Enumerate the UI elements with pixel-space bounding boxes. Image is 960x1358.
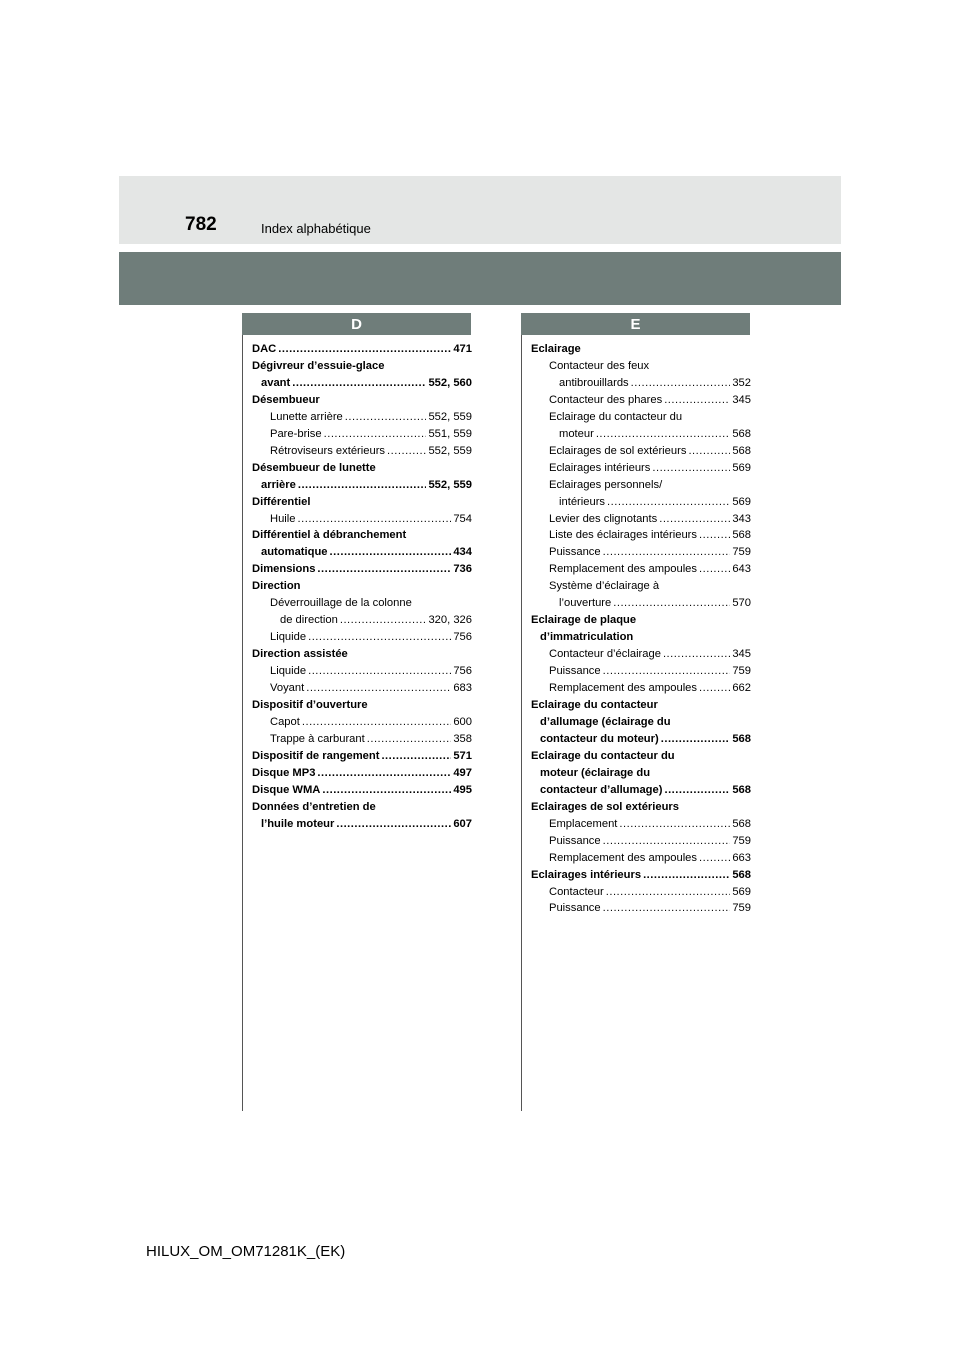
entry-page-ref: 569: [732, 885, 751, 898]
entry-page-ref: 552, 560: [428, 376, 472, 389]
dot-leader: [317, 765, 451, 782]
dot-leader: [603, 900, 731, 917]
dot-leader: [308, 663, 451, 680]
dot-leader: [308, 629, 451, 646]
index-entry: Dispositif d’ouverture: [252, 699, 368, 712]
index-entry: Dégivreur d’essuie-glace: [252, 359, 385, 372]
header-dark-band: [119, 252, 841, 305]
header-band: [119, 176, 841, 244]
dot-leader: [317, 561, 451, 578]
dot-leader: [278, 341, 451, 358]
entry-page-ref: 663: [732, 851, 751, 864]
dot-leader: [298, 511, 452, 528]
index-entry: d’allumage (éclairage du: [540, 715, 671, 728]
page-number: 782: [185, 214, 217, 235]
dot-leader: [603, 544, 731, 561]
entry-term: Dispositif de rangement: [252, 749, 380, 762]
index-entry: [531, 646, 751, 663]
dot-leader: [381, 748, 451, 765]
dot-leader: [699, 680, 730, 697]
entry-page-ref: 759: [732, 546, 751, 559]
entry-page-ref: 759: [732, 665, 751, 678]
entry-page-ref: 497: [453, 766, 472, 779]
entry-page-ref: 345: [732, 648, 751, 661]
index-entry: Différentiel: [252, 495, 311, 508]
entry-term: de direction: [280, 614, 338, 627]
entry-page-ref: 756: [453, 631, 472, 644]
entry-term: Lunette arrière: [270, 410, 343, 423]
dot-leader: [643, 867, 730, 884]
entry-term: Dimensions: [252, 563, 316, 576]
entry-page-ref: 569: [732, 495, 751, 508]
entry-term: Puissance: [549, 834, 601, 847]
entry-term: DAC: [252, 343, 277, 355]
dot-leader: [330, 544, 452, 561]
entry-term: Rétroviseurs extérieurs: [270, 444, 386, 457]
dot-leader: [688, 443, 730, 460]
index-entry: [252, 765, 472, 782]
index-entry: [252, 612, 472, 629]
dot-leader: [345, 409, 427, 426]
entry-term: Puissance: [549, 546, 601, 559]
index-entry: [252, 544, 472, 561]
entry-term: Liquide: [270, 631, 307, 644]
dot-leader: [367, 731, 452, 748]
index-entry: [252, 561, 472, 578]
entry-term: Liste des éclairages intérieurs: [549, 529, 697, 542]
entry-page-ref: 662: [732, 682, 751, 695]
index-column-d: [252, 341, 472, 833]
entry-page-ref: 568: [732, 444, 751, 457]
index-entry: [531, 561, 751, 578]
dot-leader: [613, 595, 730, 612]
index-entry: [531, 527, 751, 544]
entry-page-ref: 568: [732, 817, 751, 830]
entry-term: automatique: [261, 546, 328, 559]
dot-leader: [631, 375, 731, 392]
entry-page-ref: 759: [732, 902, 751, 915]
index-entry: [531, 900, 751, 917]
index-entry: [531, 443, 751, 460]
entry-term: Huile: [270, 512, 296, 525]
entry-term: Trappe à carburant: [270, 732, 365, 745]
column-heading-d: D: [242, 313, 471, 335]
entry-term: Contacteur d’éclairage: [549, 648, 661, 661]
entry-term: Voyant: [270, 682, 305, 695]
entry-page-ref: 571: [453, 749, 472, 762]
dot-leader: [387, 443, 426, 460]
index-entry: [252, 748, 472, 765]
dot-leader: [664, 392, 730, 409]
index-entry: Différentiel à débranchement: [252, 529, 407, 542]
dot-leader: [652, 460, 730, 477]
dot-leader: [603, 833, 731, 850]
entry-term: contacteur du moteur): [540, 732, 659, 745]
entry-term: Emplacement: [549, 817, 618, 830]
index-entry: [252, 426, 472, 443]
index-entry: [531, 867, 751, 884]
dot-leader: [298, 477, 427, 494]
entry-term: l’ouverture: [559, 597, 612, 610]
entry-term: Puissance: [549, 902, 601, 915]
entry-page-ref: 759: [732, 834, 751, 847]
index-entry: [531, 850, 751, 867]
index-entry: [252, 341, 472, 358]
entry-term: Pare-brise: [270, 427, 322, 440]
entry-term: contacteur d’allumage): [540, 783, 663, 796]
entry-term: Disque MP3: [252, 766, 316, 779]
index-entry: [252, 629, 472, 646]
index-entry: Eclairages personnels/: [549, 478, 663, 491]
entry-term: antibrouillards: [559, 376, 629, 389]
entry-page-ref: 471: [453, 343, 472, 355]
index-entry: [252, 477, 472, 494]
entry-term: Remplacement des ampoules: [549, 563, 697, 576]
entry-page-ref: 570: [732, 597, 751, 610]
entry-page-ref: 495: [453, 783, 472, 796]
index-entry: [531, 375, 751, 392]
index-entry: [531, 833, 751, 850]
entry-term: Eclairages intérieurs: [549, 461, 651, 474]
index-entry: [252, 680, 472, 697]
entry-term: l’huile moteur: [261, 817, 335, 830]
entry-term: Eclairages intérieurs: [531, 868, 642, 881]
index-entry: Désembueur de lunette: [252, 461, 376, 474]
column-divider-e: [521, 335, 522, 1111]
entry-term: Capot: [270, 715, 300, 728]
entry-term: Remplacement des ampoules: [549, 851, 697, 864]
entry-page-ref: 643: [732, 563, 751, 576]
entry-term: Levier des clignotants: [549, 512, 658, 525]
index-entry: Données d’entretien de: [252, 800, 376, 813]
index-entry: Direction: [252, 580, 301, 593]
column-heading-e: E: [521, 313, 750, 335]
index-entry: Eclairage du contacteur du: [531, 749, 675, 762]
entry-term: avant: [261, 376, 291, 389]
dot-leader: [324, 426, 427, 443]
dot-leader: [603, 663, 731, 680]
index-entry: [252, 731, 472, 748]
index-entry: [531, 460, 751, 477]
entry-term: intérieurs: [559, 495, 606, 508]
dot-leader: [340, 612, 427, 629]
index-entry: Direction assistée: [252, 648, 348, 661]
index-entry: [531, 392, 751, 409]
dot-leader: [699, 561, 730, 578]
dot-leader: [596, 426, 731, 443]
dot-leader: [607, 494, 730, 511]
dot-leader: [302, 714, 451, 731]
entry-page-ref: 552, 559: [428, 410, 472, 423]
index-entry: [252, 714, 472, 731]
entry-term: Eclairages de sol extérieurs: [549, 444, 687, 457]
index-entry: [252, 663, 472, 680]
dot-leader: [659, 511, 730, 528]
document-code: HILUX_OM_OM71281K_(EK): [146, 1243, 346, 1260]
entry-page-ref: 352: [732, 376, 751, 389]
index-entry: [252, 409, 472, 426]
entry-page-ref: 736: [453, 563, 472, 576]
index-entry: [531, 884, 751, 901]
index-entry: Eclairages de sol extérieurs: [531, 800, 680, 813]
index-entry: [531, 494, 751, 511]
entry-page-ref: 568: [732, 732, 751, 745]
index-entry: [252, 782, 472, 799]
entry-term: Contacteur des phares: [549, 393, 663, 406]
index-entry: Eclairage de plaque: [531, 614, 637, 627]
index-column-e: [531, 341, 751, 917]
index-entry: Déverrouillage de la colonne: [270, 597, 412, 610]
index-entry: [531, 731, 751, 748]
entry-page-ref: 552, 559: [428, 444, 472, 457]
index-entry: [252, 443, 472, 460]
index-entry: Système d’éclairage à: [549, 580, 660, 593]
entry-page-ref: 434: [453, 546, 472, 559]
index-entry: d’immatriculation: [540, 631, 634, 644]
section-title: Index alphabétique: [261, 221, 371, 236]
index-entry: [252, 511, 472, 528]
index-entry: [531, 544, 751, 561]
entry-page-ref: 568: [732, 427, 751, 440]
index-entry: [252, 816, 472, 833]
dot-leader: [664, 782, 730, 799]
entry-term: arrière: [261, 478, 296, 491]
index-entry: [531, 816, 751, 833]
entry-page-ref: 607: [453, 817, 472, 830]
entry-term: Remplacement des ampoules: [549, 682, 697, 695]
index-entry: [252, 375, 472, 392]
index-entry: [531, 595, 751, 612]
dot-leader: [306, 680, 451, 697]
index-entry: [531, 426, 751, 443]
dot-leader: [322, 782, 451, 799]
entry-page-ref: 343: [732, 512, 751, 525]
entry-page-ref: 568: [732, 529, 751, 542]
entry-page-ref: 600: [453, 715, 472, 728]
entry-page-ref: 358: [453, 732, 472, 745]
index-entry: [531, 680, 751, 697]
entry-page-ref: 320, 326: [428, 614, 472, 627]
dot-leader: [336, 816, 451, 833]
dot-leader: [619, 816, 730, 833]
index-entry: Eclairage: [531, 343, 581, 355]
dot-leader: [699, 527, 730, 544]
index-entry: [531, 782, 751, 799]
entry-page-ref: 551, 559: [428, 427, 472, 440]
index-entry: moteur (éclairage du: [540, 766, 651, 779]
entry-page-ref: 568: [732, 783, 751, 796]
entry-term: Disque WMA: [252, 783, 321, 796]
dot-leader: [606, 884, 731, 901]
entry-page-ref: 569: [732, 461, 751, 474]
index-entry: Eclairage du contacteur du: [549, 410, 683, 423]
dot-leader: [292, 375, 426, 392]
index-entry: Eclairage du contacteur: [531, 699, 658, 712]
entry-page-ref: 345: [732, 393, 751, 406]
entry-page-ref: 552, 559: [428, 478, 472, 491]
entry-page-ref: 568: [732, 868, 751, 881]
index-entry: [531, 663, 751, 680]
index-entry: Désembueur: [252, 393, 320, 406]
column-divider-d: [242, 335, 243, 1111]
dot-leader: [699, 850, 730, 867]
index-entry: [531, 511, 751, 528]
entry-term: Puissance: [549, 665, 601, 678]
entry-term: Liquide: [270, 665, 307, 678]
entry-page-ref: 754: [453, 512, 472, 525]
index-entry: Contacteur des feux: [549, 359, 650, 372]
entry-page-ref: 683: [453, 682, 472, 695]
entry-page-ref: 756: [453, 665, 472, 678]
entry-term: moteur: [559, 427, 594, 440]
dot-leader: [663, 646, 730, 663]
dot-leader: [661, 731, 731, 748]
entry-term: Contacteur: [549, 885, 604, 898]
